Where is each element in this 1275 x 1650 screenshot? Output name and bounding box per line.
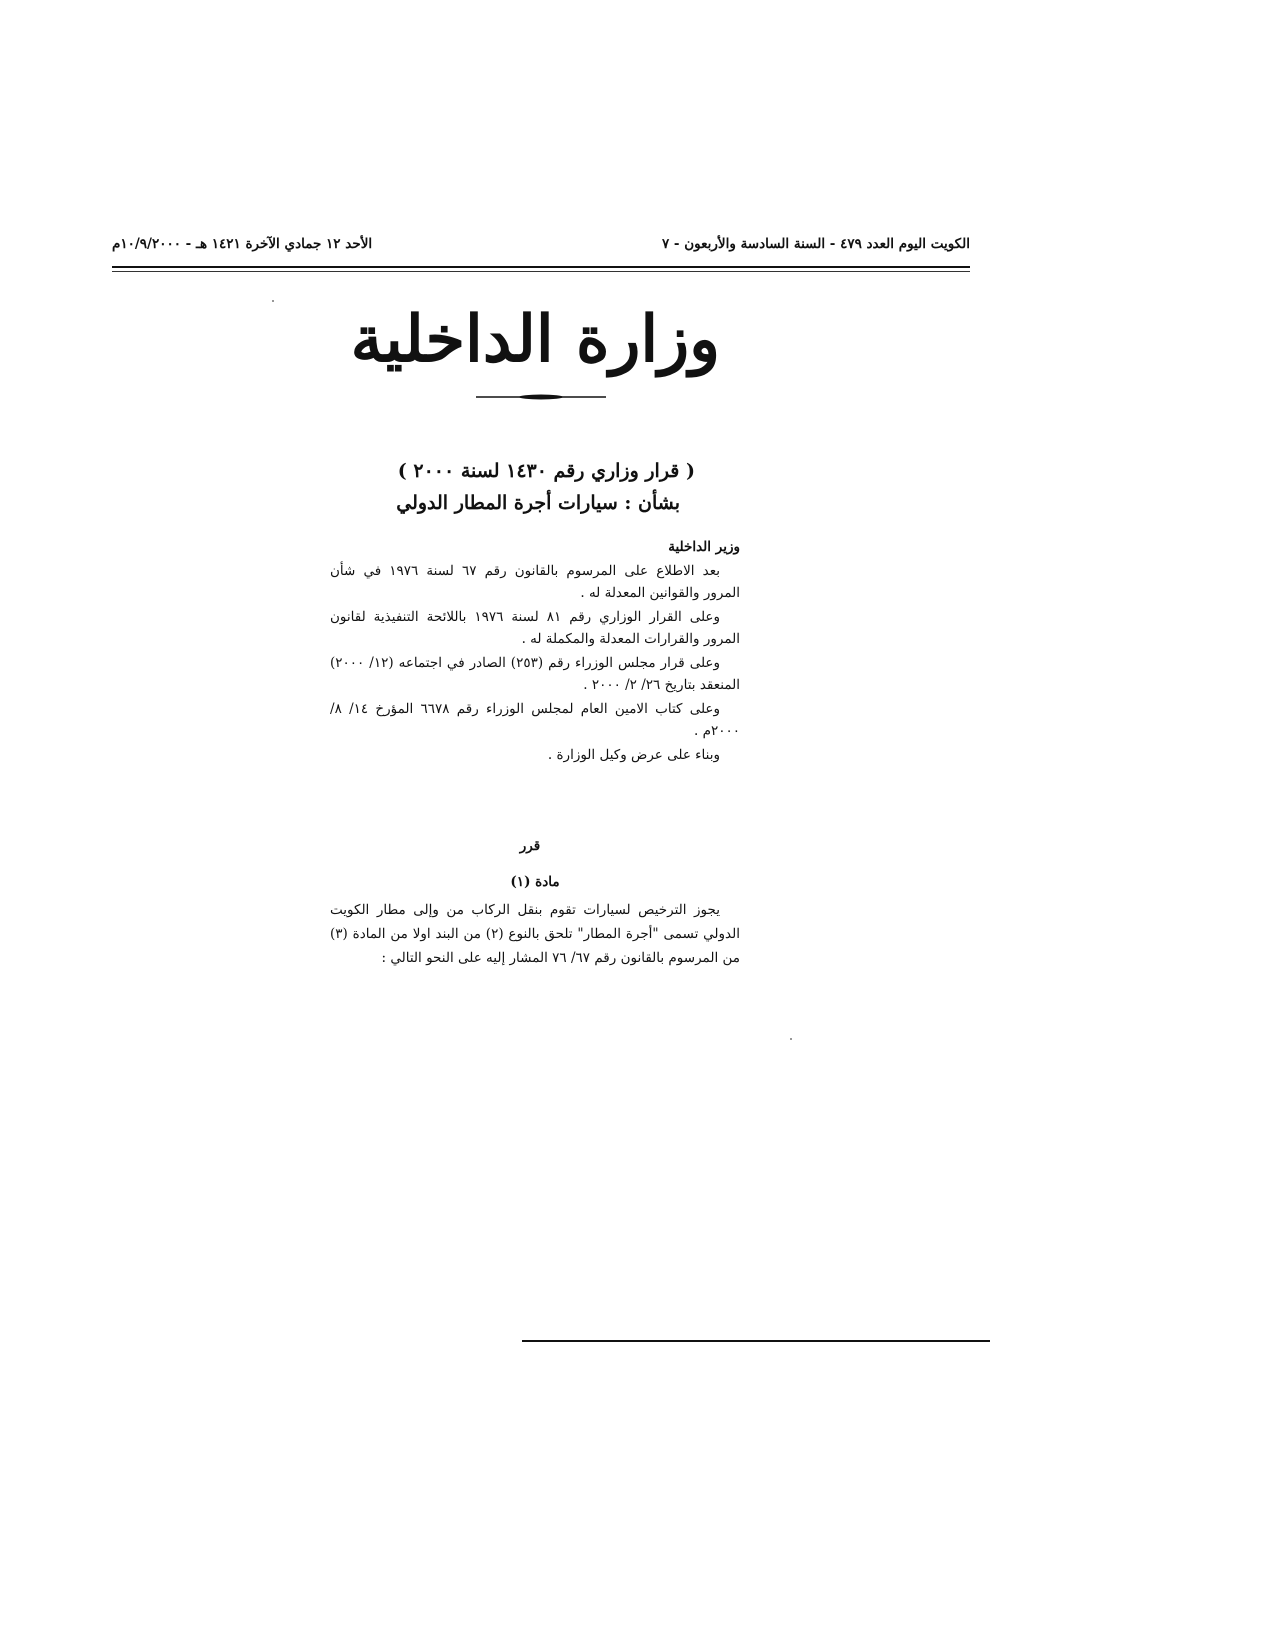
footer-rule	[522, 1340, 990, 1342]
header-issue-info: الكويت اليوم العدد ٤٧٩ - السنة السادسة والأربعون - ٧	[661, 236, 970, 252]
header-date: الأحد ١٢ جمادي الآخرة ١٤٢١ هـ - ١٠/٩/٢٠٠٠م	[112, 236, 373, 252]
preamble-paragraph-5: وبناء على عرض وكيل الوزارة .	[547, 747, 720, 763]
header-rule-thick	[112, 266, 970, 268]
preamble-paragraph-2: وعلى القرار الوزاري رقم ٨١ لسنة ١٩٧٦ باللائحة التنفيذية لقانون المرور والقرارات المعدلة والمكملة له .	[330, 609, 740, 647]
decision-title: ( قرار وزاري رقم ١٤٣٠ لسنة ٢٠٠٠ )	[397, 460, 695, 482]
preamble-paragraph-1: بعد الاطلاع على المرسوم بالقانون رقم ٦٧ لسنة ١٩٧٦ في شأن المرور والقوانين المعدلة له .	[330, 563, 740, 601]
preamble-paragraph-4: وعلى كتاب الامين العام لمجلس الوزراء رقم ٦٦٧٨ المؤرخ ١٤/ ٨/ ٢٠٠٠م .	[330, 701, 740, 739]
decided-heading: قرر	[519, 838, 541, 854]
ministry-title: وزارة الداخلية	[350, 302, 720, 377]
header-rule-thin	[112, 271, 970, 272]
article-1-heading: مادة (١)	[510, 874, 560, 890]
article-1-text: يجوز الترخيص لسيارات تقوم بنقل الركاب من وإلى مطار الكويت الدولي تسمى "أجرة المطار" تلحق بالنوع (٢) من البند اولا من المادة (٣) من المرسوم بالقانون رقم ٦٧/ ٧٦ المشار إليه على النحو التالي :	[330, 902, 741, 966]
preamble-paragraph-3: وعلى قرار مجلس الوزراء رقم (٢٥٣) الصادر في اجتماعه (١٢/ ٢٠٠٠) المنعقد بتاريخ ٢٦/ ٢/ ٢٠٠٠ .	[330, 655, 740, 693]
minister-label: وزير الداخلية	[668, 539, 740, 555]
scan-speck	[790, 1038, 792, 1040]
ornament-divider-icon	[476, 394, 606, 400]
decision-subject: بشأن : سيارات أجرة المطار الدولي	[396, 492, 680, 514]
scan-speck	[272, 300, 274, 302]
preamble	[330, 536, 740, 768]
page-header	[112, 236, 970, 258]
